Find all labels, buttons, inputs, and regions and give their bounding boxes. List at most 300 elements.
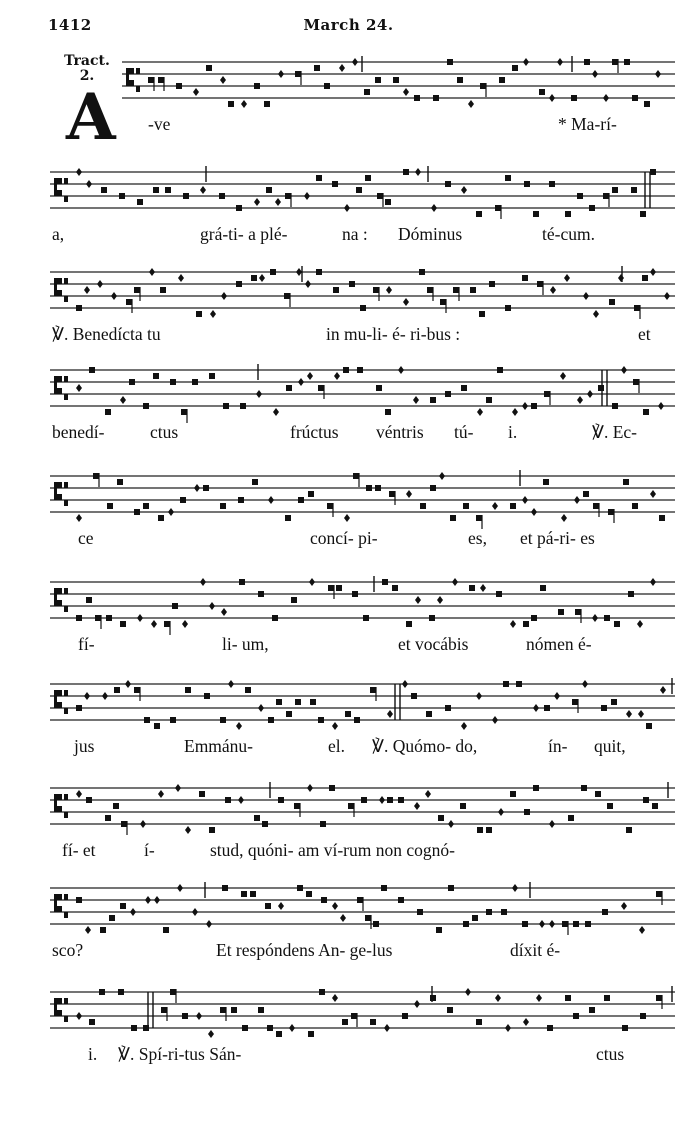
square-neume bbox=[614, 621, 620, 627]
square-neume bbox=[440, 299, 446, 305]
page-title: March 24. bbox=[303, 16, 394, 34]
rhombus-neume bbox=[414, 802, 420, 810]
rhombus-neume bbox=[403, 298, 409, 306]
rhombus-neume bbox=[549, 920, 555, 928]
rhombus-neume bbox=[85, 926, 91, 934]
square-neume bbox=[385, 409, 391, 415]
rhombus-neume bbox=[332, 722, 338, 730]
square-neume bbox=[463, 921, 469, 927]
rhombus-neume bbox=[200, 578, 206, 586]
rhombus-neume bbox=[592, 614, 598, 622]
rhombus-neume bbox=[495, 994, 501, 1002]
square-neume bbox=[352, 591, 358, 597]
square-neume bbox=[286, 385, 292, 391]
square-neume bbox=[180, 497, 186, 503]
square-neume bbox=[540, 585, 546, 591]
square-neume bbox=[573, 921, 579, 927]
square-neume bbox=[76, 615, 82, 621]
square-neume bbox=[387, 797, 393, 803]
square-neume bbox=[342, 1019, 348, 1025]
rhombus-neume bbox=[256, 390, 262, 398]
rhombus-neume bbox=[557, 58, 563, 66]
square-neume bbox=[222, 885, 228, 891]
rhombus-neume bbox=[413, 396, 419, 404]
square-neume bbox=[640, 211, 646, 217]
rhombus-neume bbox=[564, 274, 570, 282]
rhombus-neume bbox=[621, 366, 627, 374]
staff bbox=[0, 986, 697, 1046]
square-neume bbox=[170, 989, 176, 995]
rhombus-neume bbox=[278, 902, 284, 910]
square-neume bbox=[602, 909, 608, 915]
square-neume bbox=[254, 815, 260, 821]
rhombus-neume bbox=[76, 514, 82, 522]
rhombus-neume bbox=[175, 784, 181, 792]
lyric-syllable: véntris bbox=[376, 422, 424, 442]
c-clef-icon bbox=[126, 68, 140, 92]
rhombus-neume bbox=[289, 1024, 295, 1032]
lyric-syllable: ℣. Quómo- do, bbox=[372, 736, 478, 756]
rhombus-neume bbox=[664, 292, 670, 300]
square-neume bbox=[393, 77, 399, 83]
square-neume bbox=[329, 785, 335, 791]
square-neume bbox=[382, 579, 388, 585]
square-neume bbox=[503, 681, 509, 687]
rhombus-neume bbox=[465, 988, 471, 996]
square-neume bbox=[448, 885, 454, 891]
square-neume bbox=[106, 615, 112, 621]
square-neume bbox=[219, 193, 225, 199]
c-clef-icon bbox=[54, 376, 68, 400]
rhombus-neume bbox=[638, 710, 644, 718]
square-neume bbox=[126, 299, 132, 305]
square-neume bbox=[533, 785, 539, 791]
rhombus-neume bbox=[154, 896, 160, 904]
square-neume bbox=[153, 373, 159, 379]
rhombus-neume bbox=[431, 204, 437, 212]
square-neume bbox=[206, 65, 212, 71]
rhombus-neume bbox=[480, 584, 486, 592]
rhombus-neume bbox=[587, 390, 593, 398]
c-clef-icon bbox=[54, 690, 68, 714]
square-neume bbox=[524, 181, 530, 187]
square-neume bbox=[134, 287, 140, 293]
rhombus-neume bbox=[533, 704, 539, 712]
square-neume bbox=[628, 591, 634, 597]
square-neume bbox=[164, 621, 170, 627]
square-neume bbox=[436, 927, 442, 933]
rhombus-neume bbox=[296, 268, 302, 276]
rhombus-neume bbox=[332, 902, 338, 910]
rhombus-neume bbox=[193, 88, 199, 96]
rhombus-neume bbox=[97, 280, 103, 288]
rhombus-neume bbox=[498, 808, 504, 816]
rhombus-neume bbox=[425, 790, 431, 798]
rhombus-neume bbox=[593, 310, 599, 318]
square-neume bbox=[403, 169, 409, 175]
rhombus-neume bbox=[259, 274, 265, 282]
rhombus-neume bbox=[560, 372, 566, 380]
square-neume bbox=[183, 193, 189, 199]
rhombus-neume bbox=[210, 310, 216, 318]
square-neume bbox=[332, 181, 338, 187]
square-neume bbox=[251, 275, 257, 281]
square-neume bbox=[328, 585, 334, 591]
square-neume bbox=[225, 797, 231, 803]
square-neume bbox=[624, 59, 630, 65]
square-neume bbox=[499, 77, 505, 83]
square-neume bbox=[603, 193, 609, 199]
square-neume bbox=[640, 1013, 646, 1019]
rhombus-neume bbox=[398, 366, 404, 374]
rhombus-neume bbox=[492, 502, 498, 510]
rhombus-neume bbox=[84, 286, 90, 294]
square-neume bbox=[262, 821, 268, 827]
lyric-syllable: díxit é- bbox=[510, 940, 561, 960]
square-neume bbox=[203, 485, 209, 491]
square-neume bbox=[209, 373, 215, 379]
square-neume bbox=[258, 1007, 264, 1013]
square-neume bbox=[445, 705, 451, 711]
square-neume bbox=[285, 193, 291, 199]
square-neume bbox=[363, 615, 369, 621]
square-neume bbox=[348, 803, 354, 809]
square-neume bbox=[377, 193, 383, 199]
rhombus-neume bbox=[477, 408, 483, 416]
square-neume bbox=[89, 367, 95, 373]
square-neume bbox=[643, 797, 649, 803]
square-neume bbox=[644, 101, 650, 107]
square-neume bbox=[533, 211, 539, 217]
rhombus-neume bbox=[194, 484, 200, 492]
staff bbox=[0, 576, 697, 636]
square-neume bbox=[295, 699, 301, 705]
square-neume bbox=[265, 903, 271, 909]
square-neume bbox=[113, 803, 119, 809]
square-neume bbox=[366, 485, 372, 491]
square-neume bbox=[544, 705, 550, 711]
square-neume bbox=[364, 89, 370, 95]
rhombus-neume bbox=[309, 578, 315, 586]
lyric-syllable: ce bbox=[78, 528, 94, 548]
staff bbox=[0, 266, 697, 326]
square-neume bbox=[318, 717, 324, 723]
rhombus-neume bbox=[208, 1030, 214, 1038]
square-neume bbox=[623, 479, 629, 485]
rhombus-neume bbox=[273, 408, 279, 416]
square-neume bbox=[354, 717, 360, 723]
rhombus-neume bbox=[461, 722, 467, 730]
square-neume bbox=[612, 187, 618, 193]
square-neume bbox=[450, 515, 456, 521]
square-neume bbox=[131, 1025, 137, 1031]
square-neume bbox=[267, 1025, 273, 1031]
square-neume bbox=[375, 485, 381, 491]
square-neume bbox=[486, 827, 492, 833]
square-neume bbox=[324, 83, 330, 89]
rhombus-neume bbox=[111, 292, 117, 300]
square-neume bbox=[622, 1025, 628, 1031]
square-neume bbox=[258, 591, 264, 597]
square-neume bbox=[476, 1019, 482, 1025]
rhombus-neume bbox=[344, 204, 350, 212]
lyric-syllable: fí- bbox=[78, 634, 95, 654]
square-neume bbox=[577, 193, 583, 199]
square-neume bbox=[318, 385, 324, 391]
square-neume bbox=[543, 479, 549, 485]
rhombus-neume bbox=[278, 70, 284, 78]
square-neume bbox=[327, 503, 333, 509]
rhombus-neume bbox=[149, 268, 155, 276]
lyric-syllable: i. bbox=[508, 422, 518, 442]
square-neume bbox=[419, 269, 425, 275]
square-neume bbox=[161, 1007, 167, 1013]
square-neume bbox=[154, 723, 160, 729]
lyric-syllable: Emmánu- bbox=[184, 736, 254, 756]
rhombus-neume bbox=[512, 884, 518, 892]
square-neume bbox=[336, 585, 342, 591]
rhombus-neume bbox=[241, 100, 247, 108]
square-neume bbox=[143, 503, 149, 509]
square-neume bbox=[239, 579, 245, 585]
square-neume bbox=[460, 803, 466, 809]
rhombus-neume bbox=[236, 722, 242, 730]
square-neume bbox=[447, 59, 453, 65]
rhombus-neume bbox=[182, 620, 188, 628]
square-neume bbox=[242, 1025, 248, 1031]
square-neume bbox=[389, 491, 395, 497]
square-neume bbox=[316, 175, 322, 181]
square-neume bbox=[114, 687, 120, 693]
lyric-syllable: et pá-ri- es bbox=[520, 528, 595, 548]
square-neume bbox=[398, 897, 404, 903]
rhombus-neume bbox=[307, 372, 313, 380]
square-neume bbox=[278, 797, 284, 803]
square-neume bbox=[295, 71, 301, 77]
square-neume bbox=[284, 293, 290, 299]
square-neume bbox=[285, 515, 291, 521]
square-neume bbox=[319, 989, 325, 995]
square-neume bbox=[144, 717, 150, 723]
square-neume bbox=[270, 269, 276, 275]
rhombus-neume bbox=[539, 920, 545, 928]
square-neume bbox=[192, 379, 198, 385]
rhombus-neume bbox=[582, 680, 588, 688]
square-neume bbox=[321, 897, 327, 903]
square-neume bbox=[117, 479, 123, 485]
rhombus-neume bbox=[583, 292, 589, 300]
lyric-syllable: na : bbox=[342, 224, 368, 244]
square-neume bbox=[430, 485, 436, 491]
rhombus-neume bbox=[254, 198, 260, 206]
rhombus-neume bbox=[209, 602, 215, 610]
square-neume bbox=[631, 187, 637, 193]
square-neume bbox=[137, 199, 143, 205]
square-neume bbox=[361, 797, 367, 803]
square-neume bbox=[601, 705, 607, 711]
rhombus-neume bbox=[86, 180, 92, 188]
square-neume bbox=[158, 77, 164, 83]
rhombus-neume bbox=[492, 716, 498, 724]
rhombus-neume bbox=[415, 168, 421, 176]
square-neume bbox=[643, 409, 649, 415]
square-neume bbox=[236, 205, 242, 211]
square-neume bbox=[632, 503, 638, 509]
square-neume bbox=[308, 1031, 314, 1037]
rhombus-neume bbox=[220, 76, 226, 84]
square-neume bbox=[245, 687, 251, 693]
rhombus-neume bbox=[304, 192, 310, 200]
rhombus-neume bbox=[298, 378, 304, 386]
square-neume bbox=[365, 915, 371, 921]
page-number: 1412 bbox=[48, 16, 92, 34]
square-neume bbox=[430, 995, 436, 1001]
staff bbox=[0, 470, 697, 530]
square-neume bbox=[392, 585, 398, 591]
square-neume bbox=[143, 1025, 149, 1031]
square-neume bbox=[160, 287, 166, 293]
square-neume bbox=[604, 615, 610, 621]
square-neume bbox=[461, 385, 467, 391]
rhombus-neume bbox=[549, 94, 555, 102]
square-neume bbox=[516, 681, 522, 687]
square-neume bbox=[589, 205, 595, 211]
square-neume bbox=[86, 597, 92, 603]
square-neume bbox=[266, 187, 272, 193]
square-neume bbox=[101, 187, 107, 193]
square-neume bbox=[182, 1013, 188, 1019]
rhombus-neume bbox=[200, 186, 206, 194]
square-neume bbox=[609, 299, 615, 305]
square-neume bbox=[276, 699, 282, 705]
square-neume bbox=[537, 281, 543, 287]
square-neume bbox=[153, 187, 159, 193]
rhombus-neume bbox=[185, 826, 191, 834]
lyric-syllable: fí- et bbox=[62, 840, 96, 860]
rhombus-neume bbox=[386, 286, 392, 294]
lyric-syllable: nómen é- bbox=[526, 634, 592, 654]
rhombus-neume bbox=[352, 58, 358, 66]
rhombus-neume bbox=[650, 578, 656, 586]
rhombus-neume bbox=[177, 884, 183, 892]
lyric-syllable: frúctus bbox=[290, 422, 339, 442]
square-neume bbox=[558, 609, 564, 615]
rhombus-neume bbox=[415, 596, 421, 604]
square-neume bbox=[176, 83, 182, 89]
square-neume bbox=[510, 791, 516, 797]
square-neume bbox=[119, 193, 125, 199]
square-neume bbox=[314, 65, 320, 71]
lyric-syllable: ctus bbox=[596, 1044, 625, 1064]
square-neume bbox=[457, 77, 463, 83]
square-neume bbox=[121, 821, 127, 827]
rhombus-neume bbox=[561, 514, 567, 522]
square-neume bbox=[272, 615, 278, 621]
rhombus-neume bbox=[76, 790, 82, 798]
square-neume bbox=[523, 621, 529, 627]
square-neume bbox=[656, 891, 662, 897]
square-neume bbox=[480, 83, 486, 89]
square-neume bbox=[652, 803, 658, 809]
rhombus-neume bbox=[340, 914, 346, 922]
staff bbox=[0, 53, 697, 116]
rhombus-neume bbox=[76, 1012, 82, 1020]
square-neume bbox=[479, 311, 485, 317]
rhombus-neume bbox=[178, 274, 184, 282]
square-neume bbox=[356, 187, 362, 193]
square-neume bbox=[650, 169, 656, 175]
square-neume bbox=[470, 287, 476, 293]
square-neume bbox=[524, 809, 530, 815]
square-neume bbox=[306, 891, 312, 897]
square-neume bbox=[170, 717, 176, 723]
square-neume bbox=[143, 403, 149, 409]
lyric-syllable: in mu-li- é- ri-bus : bbox=[326, 324, 461, 344]
rhombus-neume bbox=[275, 198, 281, 206]
c-clef-icon bbox=[54, 794, 68, 818]
square-neume bbox=[612, 403, 618, 409]
lyric-syllable: a, bbox=[52, 224, 65, 244]
square-neume bbox=[370, 1019, 376, 1025]
square-neume bbox=[93, 473, 99, 479]
square-neume bbox=[250, 891, 256, 897]
square-neume bbox=[170, 379, 176, 385]
lyric-syllable: tú- bbox=[454, 422, 474, 442]
rhombus-neume bbox=[384, 1024, 390, 1032]
square-neume bbox=[495, 205, 501, 211]
square-neume bbox=[496, 591, 502, 597]
square-neume bbox=[512, 65, 518, 71]
square-neume bbox=[562, 921, 568, 927]
square-neume bbox=[158, 515, 164, 521]
square-neume bbox=[76, 305, 82, 311]
rhombus-neume bbox=[549, 820, 555, 828]
square-neume bbox=[598, 385, 604, 391]
rhombus-neume bbox=[145, 896, 151, 904]
square-neume bbox=[148, 77, 154, 83]
lyric-syllable: Dóminus bbox=[398, 224, 463, 244]
square-neume bbox=[105, 815, 111, 821]
rhombus-neume bbox=[387, 710, 393, 718]
square-neume bbox=[476, 515, 482, 521]
lyric-syllable: ℣. Spí-ri-tus Sán- bbox=[118, 1044, 242, 1064]
square-neume bbox=[291, 597, 297, 603]
square-neume bbox=[510, 503, 516, 509]
rhombus-neume bbox=[439, 472, 445, 480]
square-neume bbox=[134, 687, 140, 693]
decorated-initial: A bbox=[66, 80, 116, 155]
square-neume bbox=[370, 687, 376, 693]
square-neume bbox=[286, 711, 292, 717]
rhombus-neume bbox=[140, 820, 146, 828]
square-neume bbox=[608, 509, 614, 515]
square-neume bbox=[427, 287, 433, 293]
rhombus-neume bbox=[76, 384, 82, 392]
lyric-syllable: í- bbox=[144, 840, 155, 860]
lyric-syllable: concí- pi- bbox=[310, 528, 378, 548]
rhombus-neume bbox=[637, 620, 643, 628]
rhombus-neume bbox=[221, 608, 227, 616]
rhombus-neume bbox=[626, 710, 632, 718]
rhombus-neume bbox=[554, 692, 560, 700]
rhombus-neume bbox=[523, 58, 529, 66]
lyric-syllable: et vocábis bbox=[398, 634, 469, 654]
square-neume bbox=[316, 269, 322, 275]
square-neume bbox=[426, 711, 432, 717]
square-neume bbox=[429, 615, 435, 621]
rhombus-neume bbox=[660, 686, 666, 694]
rhombus-neume bbox=[307, 784, 313, 792]
